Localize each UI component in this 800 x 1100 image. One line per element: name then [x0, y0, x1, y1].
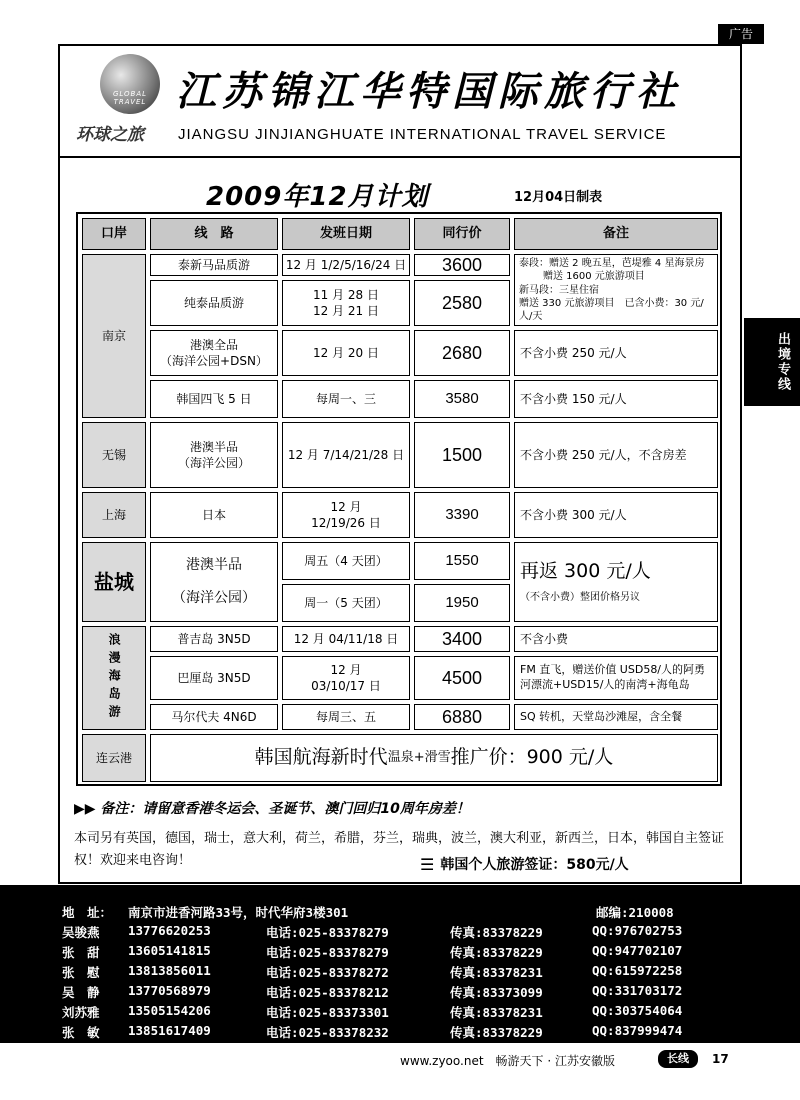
port-island-label: 浪漫海岛游 [107, 633, 122, 723]
contact-name: 吴 静 [62, 985, 100, 1000]
date-line: 12/19/26 日 [311, 516, 381, 530]
route-line: （海洋公园+DSN） [160, 354, 268, 368]
port-lianyungang: 连云港 [82, 734, 146, 782]
date-line: 12 月 [330, 499, 362, 514]
thai-note [514, 254, 718, 326]
header-port: 口岸 [82, 218, 146, 250]
price-cell: 3390 [414, 492, 510, 538]
footer-badge: 长线 [658, 1050, 698, 1068]
contact-fax: 传真:83373099 [450, 985, 543, 1000]
port-shanghai: 上海 [82, 492, 146, 538]
dates-cell: 12 月 20 日 [282, 330, 410, 376]
remark-text: 备注：请留意香港冬运会、圣诞节、澳门回归10周年房差！ [100, 801, 470, 817]
contact-name: 张 甜 [62, 945, 100, 960]
price-cell: 6880 [414, 704, 510, 730]
note-line: 赠送 330 元旅游项目 已含小费：30 元/人/天 [519, 297, 704, 322]
contact-qq: QQ:615972258 [592, 963, 683, 978]
route-cell [150, 542, 278, 622]
note-line: 新马段：三星住宿 [519, 284, 599, 296]
note-cell: SQ 转机，天堂岛沙滩屋，含全餐 [514, 704, 718, 730]
header-dates: 发班日期 [282, 218, 410, 250]
contact-tel: 电话:025-83378212 [266, 985, 389, 1000]
play-arrow-icon: ▶▶ [74, 801, 101, 817]
contact-row [62, 1023, 742, 1043]
plan-date: 12月04日制表 [514, 190, 603, 205]
route-cell: 普吉岛 3N5D [150, 626, 278, 652]
contact-tel: 电话:025-83378232 [266, 1025, 389, 1040]
promo-cell [150, 734, 718, 782]
contact-mobile: 13505154206 [128, 1003, 211, 1018]
date-line: 11 月 28 日 [313, 287, 379, 302]
dates-cell: 周一（5 天团） [282, 584, 410, 622]
port-nanjing: 南京 [82, 254, 146, 418]
route-cell: 马尔代夫 4N6D [150, 704, 278, 730]
header-price: 同行价 [414, 218, 510, 250]
dates-cell: 12 月 04/11/18 日 [282, 626, 410, 652]
contact-fax: 传真:83378229 [450, 1025, 543, 1040]
contact-name: 张 敏 [62, 1025, 100, 1040]
dates-cell: 周五（4 天团） [282, 542, 410, 580]
route-cell [150, 330, 278, 376]
dates-cell: 12 月 1/2/5/16/24 日 [282, 254, 410, 276]
contact-row [62, 943, 742, 963]
route-cell: 韩国四飞 5 日 [150, 380, 278, 418]
contact-qq: QQ:331703172 [592, 983, 683, 998]
contact-name: 吴骏燕 [62, 925, 100, 940]
dates-cell [282, 492, 410, 538]
note-line: 赠送 1600 元旅游项目 [543, 271, 645, 283]
address-row [62, 903, 742, 923]
price-cell: 3600 [414, 254, 510, 276]
promo-extra: 温泉+滑雪 [387, 750, 451, 766]
route-line: 港澳半品 [189, 439, 238, 454]
contact-panel [0, 885, 800, 1043]
promo-title: 韩国航海新时代 [254, 746, 388, 769]
note-cell: 不含小费 [514, 626, 718, 652]
company-name-cn: 江苏锦江华特国际旅行社 [176, 68, 682, 115]
route-cell: 纯泰品质游 [150, 280, 278, 326]
contact-mobile: 13851617409 [128, 1023, 211, 1038]
contact-tel: 电话:025-83378279 [266, 945, 389, 960]
address: 南京市进香河路33号，时代华府3楼301 [128, 905, 349, 920]
page-footer [0, 1044, 800, 1100]
price-cell: 1950 [414, 584, 510, 622]
date-line: 12 月 [330, 662, 362, 677]
port-island [82, 626, 146, 730]
contact-qq: QQ:837999474 [592, 1023, 683, 1038]
brand-mark-icon: ☰ [420, 854, 435, 874]
price-cell: 3580 [414, 380, 510, 418]
contact-tel: 电话:025-83378272 [266, 965, 389, 980]
contact-name: 刘苏雅 [62, 1005, 100, 1020]
contact-fax: 传真:83378231 [450, 965, 543, 980]
contact-qq: QQ:303754064 [592, 1003, 683, 1018]
price-cell: 4500 [414, 656, 510, 700]
price-cell: 3400 [414, 626, 510, 652]
route-line: 港澳半品 [186, 557, 242, 574]
side-tab: 出境专线 [744, 318, 800, 406]
contact-row [62, 983, 742, 1003]
logo-text: GLOBAL TRAVEL [112, 90, 148, 106]
port-yancheng: 盐城 [82, 542, 146, 622]
tour-table [76, 212, 722, 786]
contact-mobile: 13770568979 [128, 983, 211, 998]
note-cell: 不含小费 300 元/人 [514, 492, 718, 538]
contact-mobile: 13605141815 [128, 943, 211, 958]
route-line: 港澳全品 [189, 337, 238, 352]
header-route: 线 路 [150, 218, 278, 250]
price-cell: 1550 [414, 542, 510, 580]
address-label: 地 址： [62, 905, 113, 920]
contact-qq: QQ:947702107 [592, 943, 683, 958]
contact-fax: 传真:83378229 [450, 945, 543, 960]
route-cell [150, 422, 278, 488]
rebate-note: 再返 300 元/人 [520, 560, 651, 583]
ad-tag: 广告 [718, 24, 764, 44]
dates-cell [282, 280, 410, 326]
price-cell: 1500 [414, 422, 510, 488]
price-cell: 2680 [414, 330, 510, 376]
footer-text: www.zyoo.net 畅游天下 · 江苏安徽版 [400, 1054, 615, 1068]
date-line: 03/10/17 日 [311, 679, 381, 693]
other-visas: 本司另有英国，德国，瑞士，意大利，荷兰，希腊，芬兰，瑞典，波兰，澳大利亚，新西兰，日本，韩国自主签证权！欢迎来电咨询！ [74, 831, 725, 868]
note-cell [514, 542, 718, 622]
dates-cell: 12 月 7/14/21/28 日 [282, 422, 410, 488]
note-line: 泰段：赠送 2 晚五星，芭堤雅 4 星海景房 [519, 258, 705, 270]
dates-cell [282, 656, 410, 700]
page-number: 17 [712, 1052, 729, 1066]
company-name-en: JIANGSU JINJIANGHUATE INTERNATIONAL TRAVEL SERVICE [178, 126, 667, 143]
contact-name: 张 慰 [62, 965, 100, 980]
note-cell: 不含小费 150 元/人 [514, 380, 718, 418]
date-line: 12 月 21 日 [313, 304, 379, 318]
route-cell: 日本 [150, 492, 278, 538]
postcode: 邮编:210008 [596, 905, 674, 920]
contact-qq: QQ:976702753 [592, 923, 683, 938]
price-cell: 2580 [414, 280, 510, 326]
contact-fax: 传真:83378231 [450, 1005, 543, 1020]
port-wuxi: 无锡 [82, 422, 146, 488]
contact-fax: 传真:83378229 [450, 925, 543, 940]
dates-cell: 每周三、五 [282, 704, 410, 730]
ad-frame [58, 44, 742, 884]
route-line: （海洋公园） [172, 590, 256, 606]
plan-title: 2009年12月计划 [206, 182, 429, 212]
contact-row [62, 923, 742, 943]
contact-tel: 电话:025-83378279 [266, 925, 389, 940]
route-cell: 泰新马品质游 [150, 254, 278, 276]
contact-tel: 电话:025-83373301 [266, 1005, 389, 1020]
contact-mobile: 13813856011 [128, 963, 211, 978]
visa-text: 韩国个人旅游签证：580元/人 [440, 857, 629, 873]
note-cell [514, 656, 718, 700]
note-cell: 不含小费 250 元/人 [514, 330, 718, 376]
route-cell: 巴厘岛 3N5D [150, 656, 278, 700]
route-line: （海洋公园） [177, 456, 250, 470]
contact-row [62, 1003, 742, 1023]
contact-mobile: 13776620253 [128, 923, 211, 938]
note-cell: 不含小费 250 元/人，不含房差 [514, 422, 718, 488]
promo-price: 推广价：900 元/人 [450, 746, 614, 769]
note-line: 河漂流+USD15/人的南湾+海龟岛 [520, 678, 690, 691]
remark [74, 798, 470, 818]
rebate-subnote: （不含小费）整团价格另议 [520, 592, 640, 604]
note-line: FM 直飞，赠送价值 USD58/人的阿勇 [520, 663, 706, 677]
brand-header [60, 46, 740, 158]
visa-line [420, 854, 629, 874]
dates-cell: 每周一、三 [282, 380, 410, 418]
brand-slogan: 环球之旅 [76, 125, 144, 145]
contact-row [62, 963, 742, 983]
header-note: 备注 [514, 218, 718, 250]
